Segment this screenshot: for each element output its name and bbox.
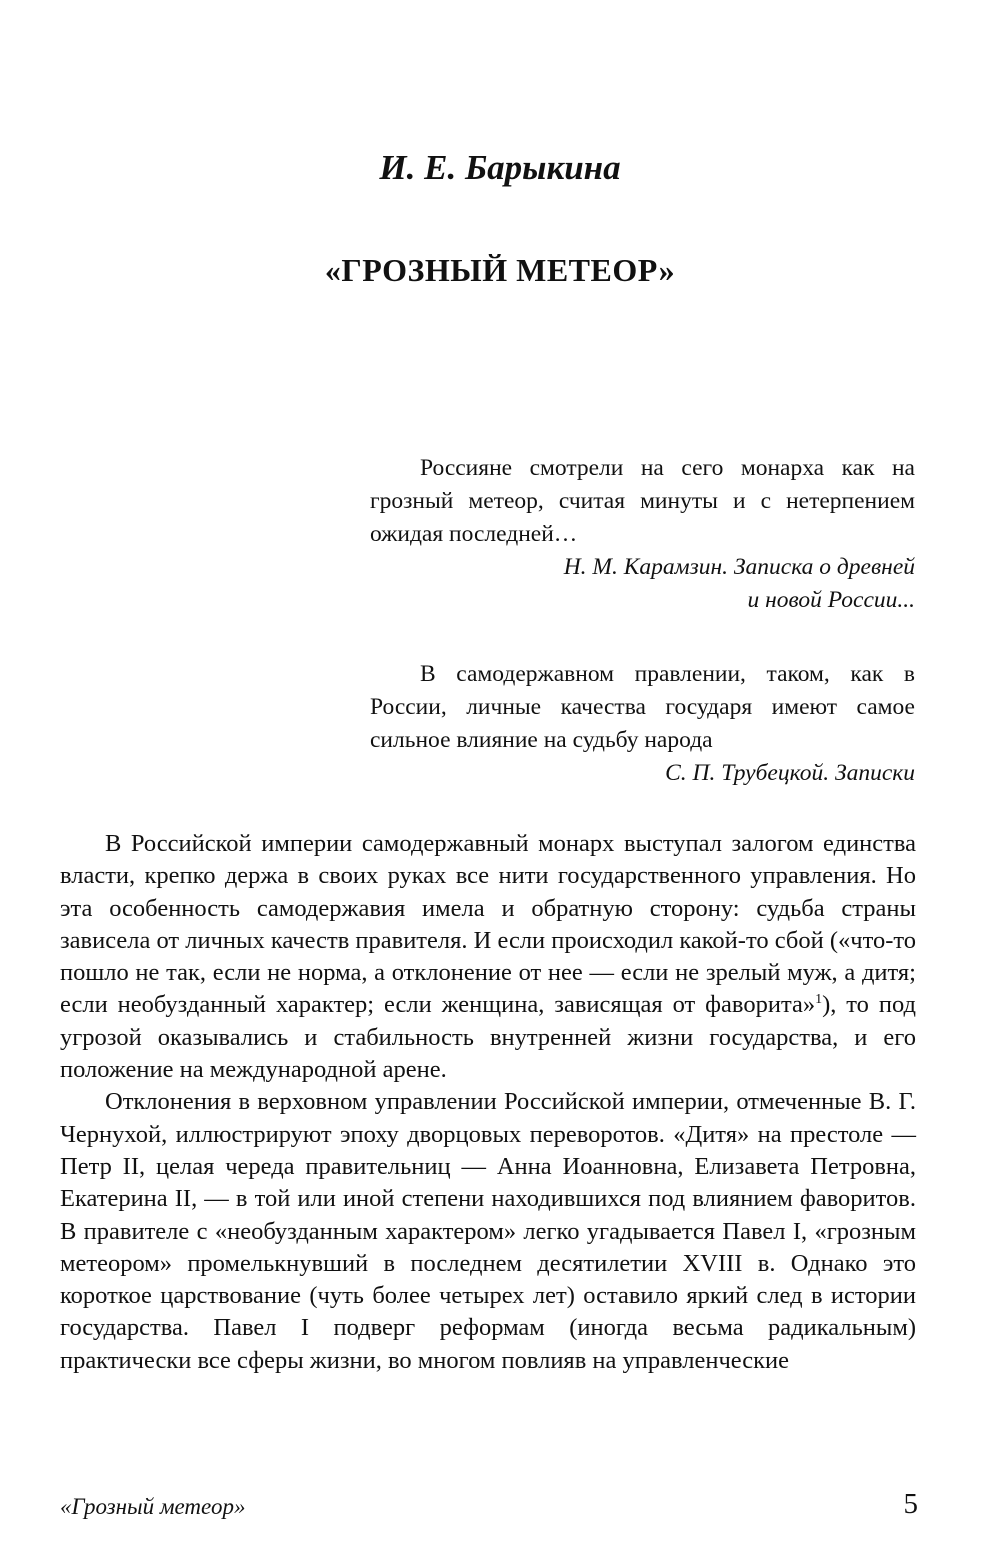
epigraph-source: Н. М. Карамзин. Записка о древней [563, 554, 915, 580]
footnote-reference[interactable]: 1 [815, 992, 823, 1008]
paragraph-2: Отклонения в верховном управлении Российской империи, отмеченные В. Г. Чернухой, иллюстрируют эпоху дворцовых переворотов. «Дитя» на престоле — Петр II, целая череда правительниц — Анна Иоанновна, Елизавета Петровна, Екатерина II, — в той или иной степени находившихся под влиянием фаворитов. В правителе с «необузданным характером» легко угадывается Павел I, «грозным метеором» промелькнувший в последнем десятилетии XVIII в. Однако это короткое царствование (чуть более четырех лет) оставило яркий след в истории государства. Павел I подверг реформам (иногда весьма радикальным) практически все сферы жизни, во многом повлияв на управленческие [60, 1088, 916, 1374]
epigraph-trubetskoy [370, 658, 915, 790]
main-text [60, 828, 916, 1377]
paragraph-1 [60, 828, 916, 1086]
epigraph-text: В самодержавном правлении, таком, как в России, личные качества государя имеют самое сильное влияние на судьбу народа [370, 661, 915, 753]
paragraph-1-part-1: В Российской империи самодержавный монарх выступал залогом единства власти, крепко держа в своих руках все нити государственного управления. Но эта особенность самодержавия имела и обратную сторону: судьба страны зависела от личных качеств правителя. И если происходил какой-то сбой («что-то пошло не так, если не норма, а отклонение от нее — если не зрелый муж, а дитя; если необузданный характер; если женщина, зависящая от фаворита» [60, 830, 916, 1019]
epigraph-karamzin [370, 452, 915, 617]
author-name: И. Е. Барыкина [379, 148, 621, 187]
running-title: «Грозный метеор» [60, 1494, 246, 1519]
epigraph-source-continued: и новой России... [747, 587, 915, 613]
epigraph-text: Россияне смотрели на сего монарха как на грозный метеор, считая минуты и с нетерпением ожидая последней… [370, 455, 915, 547]
chapter-title: «ГРОЗНЫЙ МЕТЕОР» [324, 252, 676, 288]
epigraph-source: С. П. Трубецкой. Записки [665, 760, 915, 786]
page-number: 5 [903, 1488, 918, 1520]
paragraph-1-part-2: ), то под угрозой оказывались и стабильность внутренней жизни государства, и его положение на международной арене. [60, 991, 916, 1084]
